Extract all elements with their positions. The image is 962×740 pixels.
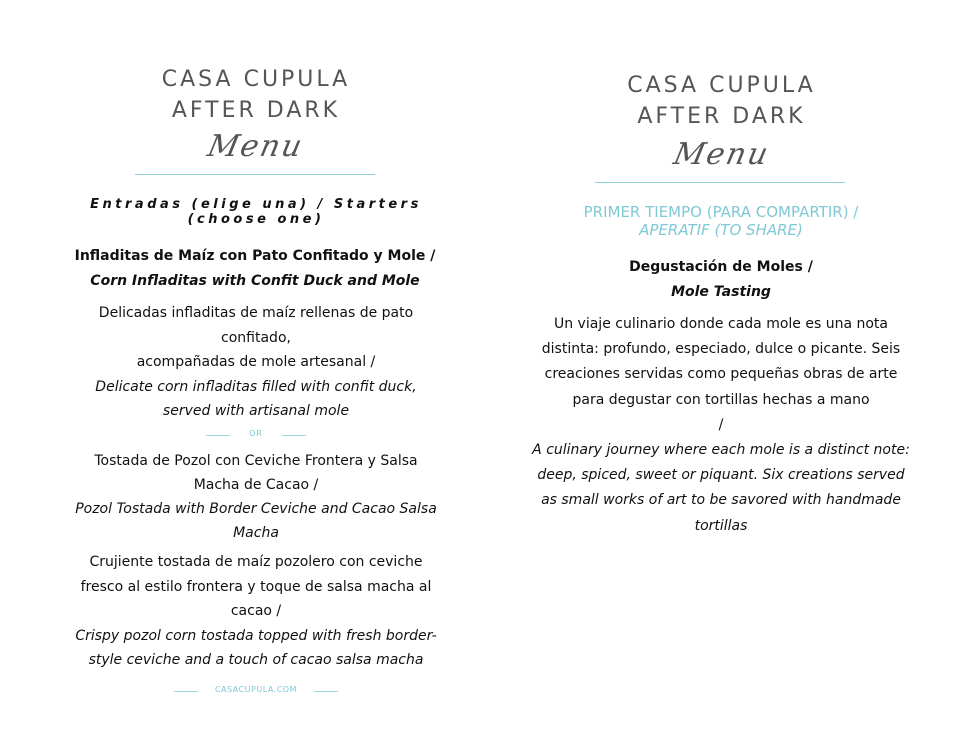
dish-desc-es-2: acompañadas de mole artesanal / bbox=[136, 354, 376, 370]
or-label: OR bbox=[249, 429, 263, 438]
footer-line-right bbox=[314, 691, 338, 692]
brand-line-1: CASA CUPULA bbox=[627, 73, 816, 98]
header-divider bbox=[135, 174, 375, 175]
dish-description bbox=[72, 550, 440, 673]
dish-title bbox=[541, 255, 901, 305]
website-link[interactable]: CASACUPULA.COM bbox=[214, 685, 298, 694]
dish-desc-en: Crispy pozol corn tostada topped with fresh border-style ceviche and a touch of cacao salsa macha bbox=[75, 627, 437, 668]
or-divider bbox=[200, 428, 312, 442]
dish-title bbox=[70, 449, 442, 545]
menu-page-right bbox=[481, 0, 962, 740]
section-heading-en: APERATIF (TO SHARE) bbox=[639, 221, 803, 239]
brand-title bbox=[481, 70, 962, 132]
section-heading-es: PRIMER TIEMPO (PARA COMPARTIR) / bbox=[583, 203, 859, 221]
dish-desc-slash: / bbox=[718, 416, 724, 433]
section-heading: Entradas (elige una) / Starters (choose one) bbox=[90, 197, 422, 227]
footer-website bbox=[170, 684, 342, 698]
dish-desc-es: Un viaje culinario donde cada mole es una nota distinta: profundo, especiado, dulce o picante. Seis creaciones servidas como pequeñas obras de arte para degustar con tortillas hechas a mano bbox=[541, 316, 901, 408]
dish-desc-es: Crujiente tostada de maíz pozolero con ceviche fresco al estilo frontera y toque de salsa macha al cacao / bbox=[80, 554, 432, 619]
dish-desc-es-1: Delicadas infladitas de maíz rellenas de pato confitado, bbox=[98, 305, 414, 346]
dish-title bbox=[62, 244, 448, 294]
or-divider-line-right bbox=[282, 435, 306, 436]
dish-description bbox=[531, 312, 911, 539]
dish-title-es: Tostada de Pozol con Ceviche Frontera y Salsa Macha de Cacao / bbox=[94, 453, 418, 493]
menu-script-wrapper bbox=[481, 138, 962, 172]
dish-title-es: Infladitas de Maíz con Pato Confitado y Mole / bbox=[74, 248, 436, 264]
dish-desc-en: Delicate corn infladitas filled with confit duck, served with artisanal mole bbox=[95, 378, 417, 419]
brand-line-2: AFTER DARK bbox=[637, 104, 806, 129]
dish-description bbox=[75, 301, 437, 424]
dish-title-en: Mole Tasting bbox=[671, 284, 771, 300]
brand-line-1: CASA CUPULA bbox=[161, 67, 351, 92]
dish-desc-en: A culinary journey where each mole is a distinct note: deep, spiced, sweet or piquant. Six creations served as small works of art to be savored with handmade tortillas bbox=[532, 442, 910, 534]
dish-title-en: Pozol Tostada with Border Ceviche and Cacao Salsa Macha bbox=[75, 501, 437, 541]
brand-line-2: AFTER DARK bbox=[171, 98, 341, 123]
header-divider bbox=[595, 182, 845, 183]
dish-title-en: Corn Infladitas with Confit Duck and Mole bbox=[90, 273, 420, 289]
menu-script-title: Menu bbox=[204, 129, 308, 164]
brand-title bbox=[0, 64, 512, 126]
section-heading bbox=[541, 203, 901, 239]
dish-title-es: Degustación de Moles / bbox=[629, 259, 813, 275]
menu-script-title: Menu bbox=[670, 137, 773, 172]
menu-script-wrapper bbox=[0, 130, 512, 164]
